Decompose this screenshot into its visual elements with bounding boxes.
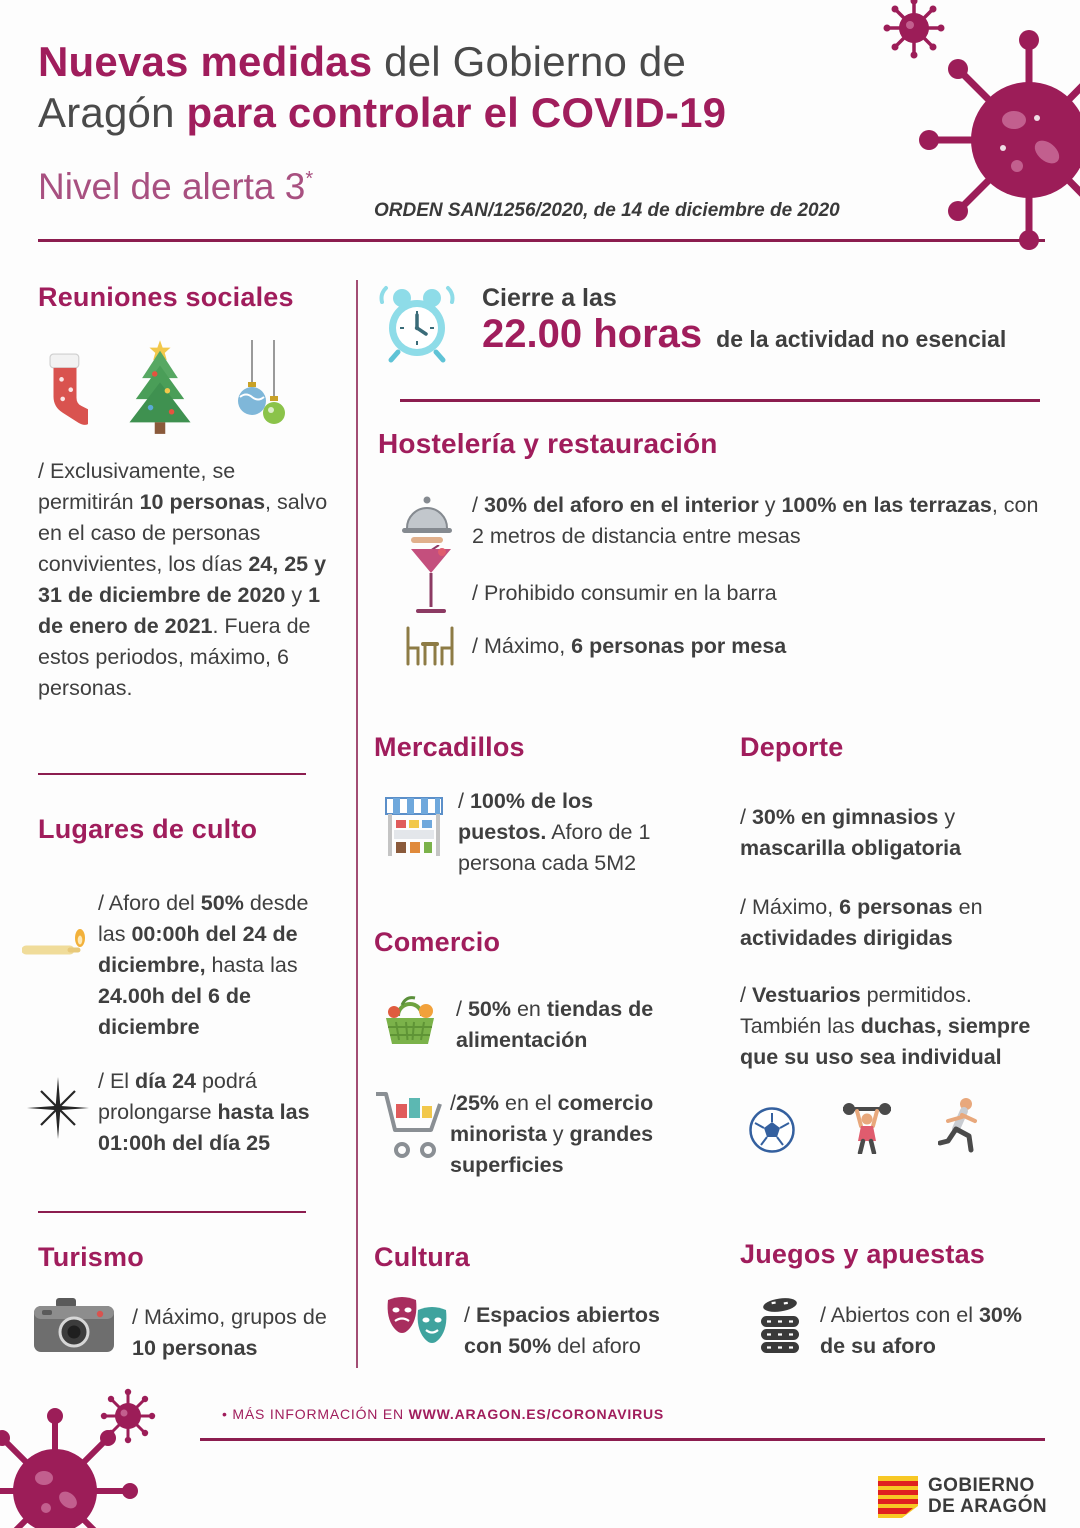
camera-icon <box>32 1296 116 1358</box>
stocking-icon <box>42 348 88 436</box>
culto-text-2: / El día 24 podrá prolongarse hasta las 01:00h del día 25 <box>98 1069 310 1155</box>
culto-text-1: / Aforo del 50% desde las 00:00h del 24 de diciembre, hasta las 24.00h del 6 de diciembre <box>98 891 309 1039</box>
christmas-icons-row <box>42 336 292 436</box>
alert-level-text: Nivel de alerta 3 <box>38 166 306 207</box>
section-heading-juegos: Juegos y apuestas <box>740 1239 986 1269</box>
hosteleria-text-3: / Máximo, 6 personas por mesa <box>472 634 787 658</box>
curfew-time: 22.00 horas <box>482 312 703 356</box>
logo-line1: GOBIERNO <box>928 1475 1035 1497</box>
page-title <box>38 36 726 138</box>
comercio-text-1: / 50% en tiendas de alimentación <box>456 997 654 1052</box>
logo-text <box>928 1476 1047 1518</box>
ball-icon <box>748 1106 796 1154</box>
virus-decoration-bottom-left <box>0 1386 185 1528</box>
cultura-text: / Espacios abiertos con 50% del aforo <box>464 1303 660 1358</box>
runner-icon <box>938 1096 984 1154</box>
deporte-text-2: / Máximo, 6 personas en actividades dirigidas <box>740 895 983 950</box>
cocktail-icon <box>408 545 454 619</box>
curfew-line1: Cierre a las <box>482 284 617 312</box>
section-heading-deporte: Deporte <box>740 732 844 762</box>
alert-asterisk: * <box>305 168 314 190</box>
virus-icon <box>0 1386 185 1528</box>
cart-icon <box>372 1086 444 1162</box>
chips-icon <box>750 1294 808 1358</box>
section-heading-comercio: Comercio <box>374 927 501 957</box>
footer-rule <box>200 1438 1045 1441</box>
baubles-icon <box>232 340 292 436</box>
turismo-text: / Máximo, grupos de 10 personas <box>132 1305 327 1360</box>
tree-icon <box>122 336 198 436</box>
curfew-rest: de la actividad no esencial <box>716 326 1007 352</box>
virus-decoration-top-right <box>869 0 1080 255</box>
flag-icon <box>878 1476 918 1518</box>
hosteleria-text-1: / 30% del aforo en el interior y 100% en las terrazas, con 2 metros de distancia entre mesas <box>472 493 1039 548</box>
section-heading-cultura: Cultura <box>374 1242 470 1272</box>
section-heading-turismo: Turismo <box>38 1242 144 1272</box>
order-reference: ORDEN SAN/1256/2020, de 14 de diciembre de 2020 <box>374 200 840 221</box>
juegos-text: / Abiertos con el 30% de su aforo <box>820 1303 1022 1358</box>
section-heading-hosteleria: Hostelería y restauración <box>378 428 718 459</box>
market-icon <box>384 792 444 858</box>
vertical-divider <box>356 280 358 1368</box>
weights-icon <box>840 1096 894 1154</box>
curfew-line2 <box>482 312 1006 357</box>
gobierno-aragon-logo <box>878 1476 1047 1518</box>
star-icon <box>26 1076 90 1140</box>
deporte-text-3: / Vestuarios permitidos. También las duchas, siempre que su uso sea individual <box>740 983 1031 1069</box>
alarm-clock-icon <box>378 280 456 364</box>
footer-info-text: • MÁS INFORMACIÓN EN WWW.ARAGON.ES/CORONAVIRUS <box>222 1406 665 1422</box>
sports-icons-row <box>748 1096 984 1154</box>
reuniones-text: / Exclusivamente, se permitirán 10 personas, salvo en el caso de personas convivientes, los días 24, 25 y 31 de diciembre de 2020 y 1 de enero de 2021. Fuera de estos periodos, máximo, 6 personas. <box>38 459 328 700</box>
cloche-icon <box>400 492 454 546</box>
section-heading-reuniones: Reuniones sociales <box>38 282 294 312</box>
virus-icon <box>869 0 1080 255</box>
section-heading-culto: Lugares de culto <box>38 814 258 844</box>
separator <box>400 399 1040 402</box>
comercio-text-2: /25% en el comercio minorista y grandes superficies <box>450 1091 654 1177</box>
mercadillos-text: / 100% de los puestos. Aforo de 1 persona cada 5M2 <box>458 789 651 875</box>
hosteleria-text-2: / Prohibido consumir en la barra <box>472 581 777 605</box>
deporte-text-1: / 30% en gimnasios y mascarilla obligatoria <box>740 805 962 860</box>
basket-icon <box>380 992 440 1050</box>
page-title-line2: Aragón para controlar el COVID-19 <box>38 89 727 137</box>
masks-icon <box>382 1294 454 1358</box>
table-icon <box>400 622 460 668</box>
alert-level <box>38 166 313 208</box>
separator <box>38 1211 306 1213</box>
candle-icon <box>22 916 90 968</box>
logo-line2: DE ARAGÓN <box>928 1496 1048 1517</box>
page-title-line1: Nuevas medidas del Gobierno de <box>38 38 687 85</box>
separator <box>38 773 306 775</box>
section-heading-mercadillos: Mercadillos <box>374 732 525 762</box>
